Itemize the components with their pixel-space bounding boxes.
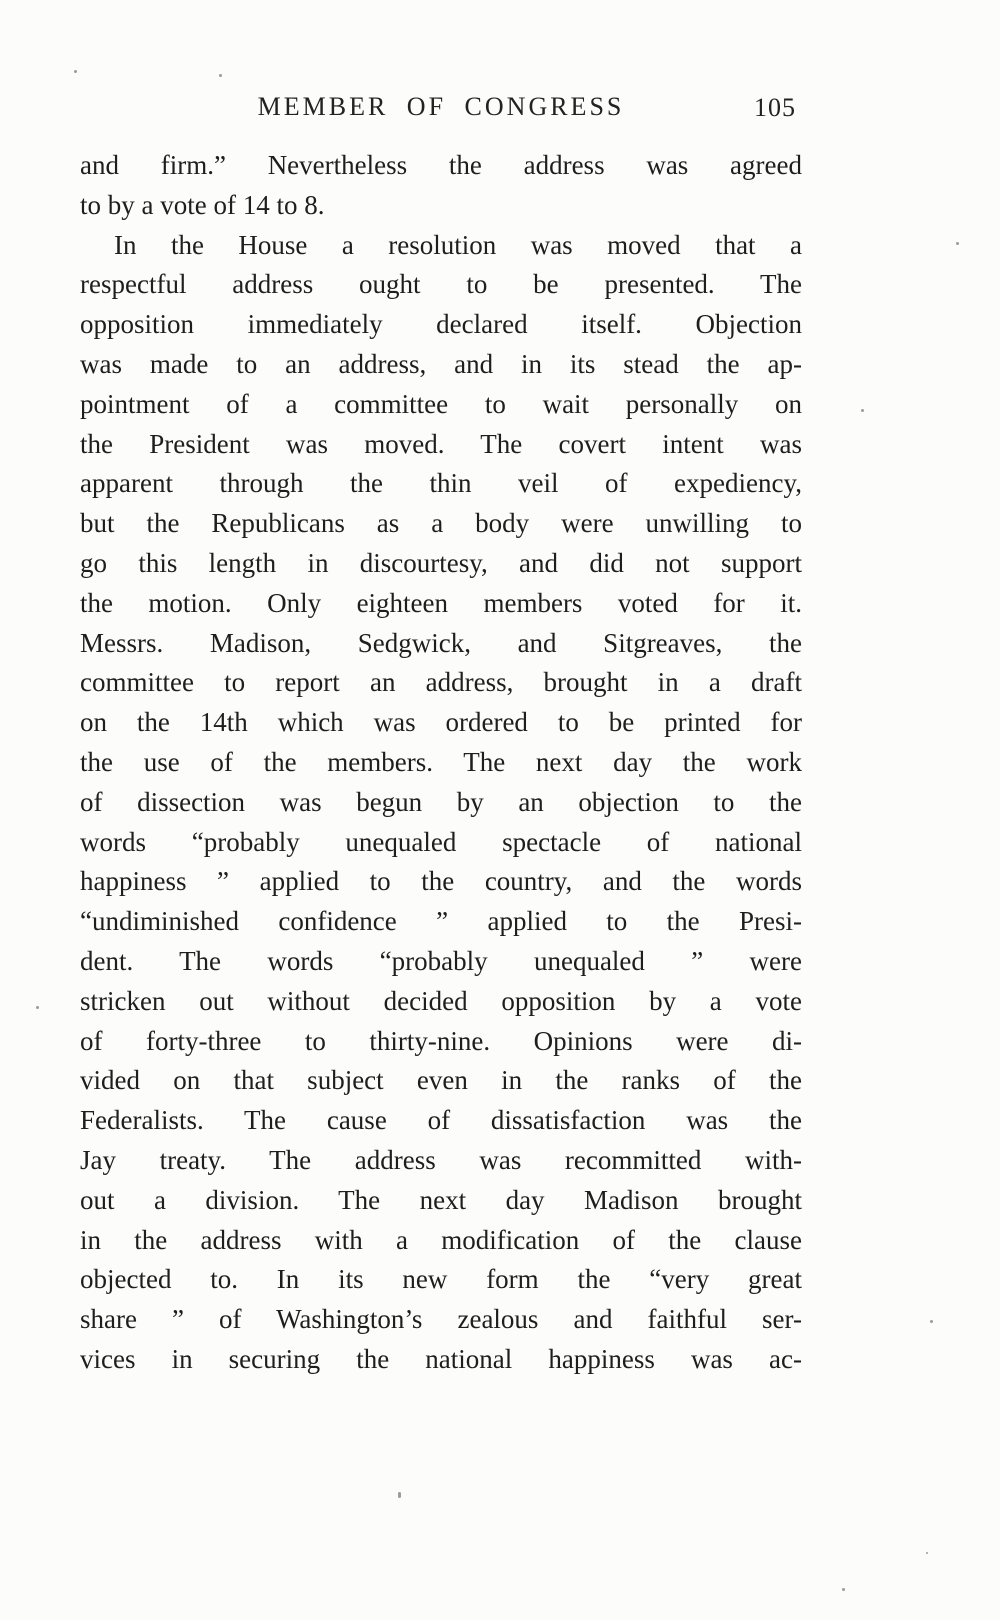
text-line: Federalists. The cause of dissatisfaction was the xyxy=(80,1105,802,1136)
text-line: the motion. Only eighteen members voted for it. xyxy=(80,587,802,618)
text-line: dent. The words “probably unequaled ” were xyxy=(80,945,802,976)
text-line: on the 14th which was ordered to be printed for xyxy=(80,707,802,738)
text-line: apparent through the thin veil of expediency, xyxy=(80,468,802,499)
text-line: Messrs. Madison, Sedgwick, and Sitgreaves, the xyxy=(80,627,802,658)
text-line: opposition immediately declared itself. Objection xyxy=(80,309,802,340)
scan-speck xyxy=(930,1320,933,1323)
text-line: the President was moved. The covert intent was xyxy=(80,428,802,459)
scan-speck xyxy=(956,242,959,245)
scan-speck xyxy=(36,1006,39,1009)
text-line: committee to report an address, brought in a draft xyxy=(80,667,802,698)
text-line: and firm.” Nevertheless the address was agreed xyxy=(80,150,802,180)
text-line: “undiminished confidence ” applied to the Presi- xyxy=(80,906,802,937)
text-line: to by a vote of 14 to 8. xyxy=(80,189,325,220)
text-line: in the address with a modification of the clause xyxy=(80,1224,802,1255)
text-line: Jay treaty. The address was recommitted with- xyxy=(80,1144,802,1175)
text-line: words “probably unequaled spectacle of national xyxy=(80,826,802,857)
text-line: respectful address ought to be presented. The xyxy=(80,269,802,300)
text-block xyxy=(80,92,802,1380)
page-header xyxy=(80,92,802,126)
text-line: stricken out without decided opposition by a vote xyxy=(80,985,802,1016)
text-line: out a division. The next day Madison brought xyxy=(80,1184,802,1215)
text-line: vided on that subject even in the ranks of the xyxy=(80,1065,802,1096)
paragraph-continuation xyxy=(80,146,802,226)
text-line: happiness ” applied to the country, and the words xyxy=(80,866,802,897)
paragraph xyxy=(80,226,802,1380)
text-line: but the Republicans as a body were unwilling to xyxy=(80,508,802,539)
text-line: objected to. In its new form the “very great xyxy=(80,1264,802,1295)
scan-speck xyxy=(842,1588,845,1591)
text-line: In the House a resolution was moved that a xyxy=(114,229,802,260)
running-title: MEMBER OF CONGRESS xyxy=(257,92,625,121)
text-line: was made to an address, and in its stead the ap- xyxy=(80,348,802,379)
text-line: the use of the members. The next day the work xyxy=(80,746,802,777)
scan-speck xyxy=(926,1552,928,1554)
text-line: of forty-three to thirty-nine. Opinions were di- xyxy=(80,1025,802,1056)
page-number: 105 xyxy=(754,93,796,122)
text-line: vices in securing the national happiness was ac- xyxy=(80,1343,802,1374)
page-body xyxy=(80,146,802,1380)
scan-speck xyxy=(398,1492,401,1498)
scan-speck xyxy=(74,70,77,73)
text-line: go this length in discourtesy, and did not support xyxy=(80,547,802,578)
scan-speck xyxy=(861,409,864,412)
text-line: of dissection was begun by an objection to the xyxy=(80,786,802,817)
scan-speck xyxy=(219,74,222,77)
text-line: pointment of a committee to wait personally on xyxy=(80,388,802,419)
text-line: share ” of Washington’s zealous and faithful ser- xyxy=(80,1304,802,1335)
